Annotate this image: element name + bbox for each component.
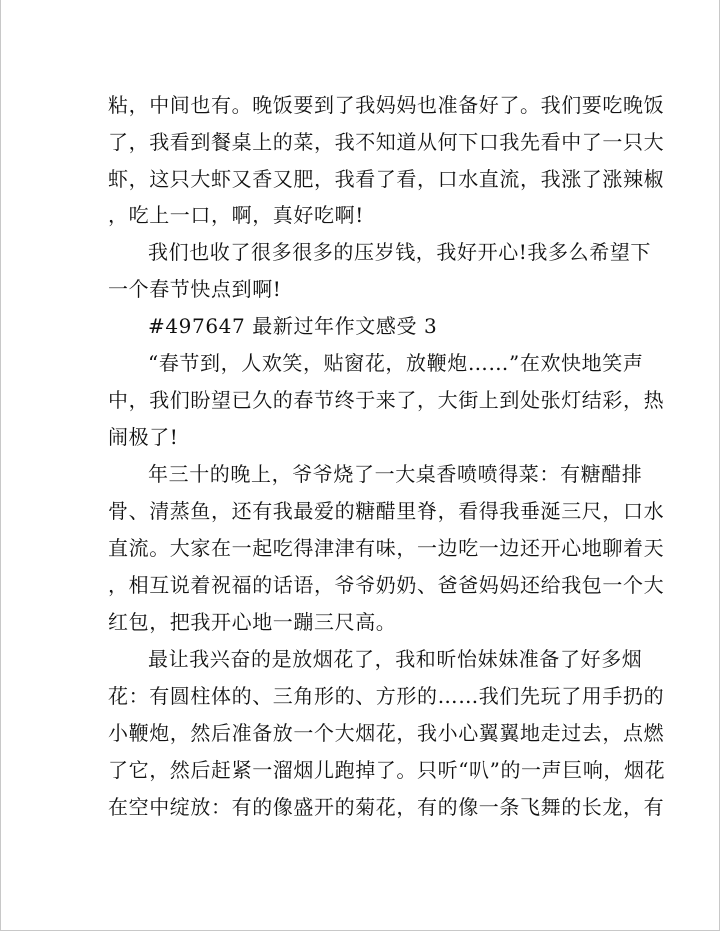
text-line: 骨、清蒸鱼，还有我最爱的糖醋里脊，看得我垂涎三尺，口水 (108, 499, 665, 523)
text-line: 了，我看到餐桌上的菜，我不知道从何下口我先看中了一只大 (108, 130, 665, 154)
text-line: 年三十的晚上，爷爷烧了一大桌香喷喷得菜：有糖醋排 (148, 462, 643, 486)
text-line: “春节到，人欢笑，贴窗花，放鞭炮……”在欢快地笑声 (148, 351, 644, 375)
text-line: 直流。大家在一起吃得津津有味，一边吃一边还开心地聊着天 (108, 536, 665, 560)
text-line: 小鞭炮，然后准备放一个大烟花，我小心翼翼地走过去，点燃 (108, 721, 665, 745)
text-line: 闹极了! (108, 425, 179, 449)
text-line: 花：有圆柱体的、三角形的、方形的……我们先玩了用手扔的 (108, 684, 665, 708)
text-line: 最让我兴奋的是放烟花了，我和昕怡妹妹准备了好多烟 (148, 647, 643, 671)
section-heading: #497647 最新过年作文感受 3 (148, 314, 438, 338)
text-line: ，相互说着祝福的话语，爷爷奶奶、爸爸妈妈还给我包一个大 (108, 573, 665, 597)
text-line: 虾，这只大虾又香又肥，我看了看，口水直流，我涨了涨辣椒 (108, 167, 665, 191)
text-line: 粘，中间也有。晚饭要到了我妈妈也准备好了。我们要吃晚饭 (108, 93, 665, 117)
text-line: 红包，把我开心地一蹦三尺高。 (108, 610, 397, 634)
text-line: 中，我们盼望已久的春节终于来了，大街上到处张灯结彩，热 (108, 388, 665, 412)
text-line: 我们也收了很多很多的压岁钱，我好开心!我多么希望下 (148, 240, 652, 264)
text-line: ，吃上一口，啊，真好吃啊! (108, 203, 364, 227)
text-line: 一个春节快点到啊! (108, 277, 282, 301)
text-line: 在空中绽放：有的像盛开的菊花，有的像一条飞舞的长龙，有 (108, 795, 665, 819)
text-line: 了它，然后赶紧一溜烟儿跑掉了。只听“叭”的一声巨响，烟花 (108, 758, 666, 782)
